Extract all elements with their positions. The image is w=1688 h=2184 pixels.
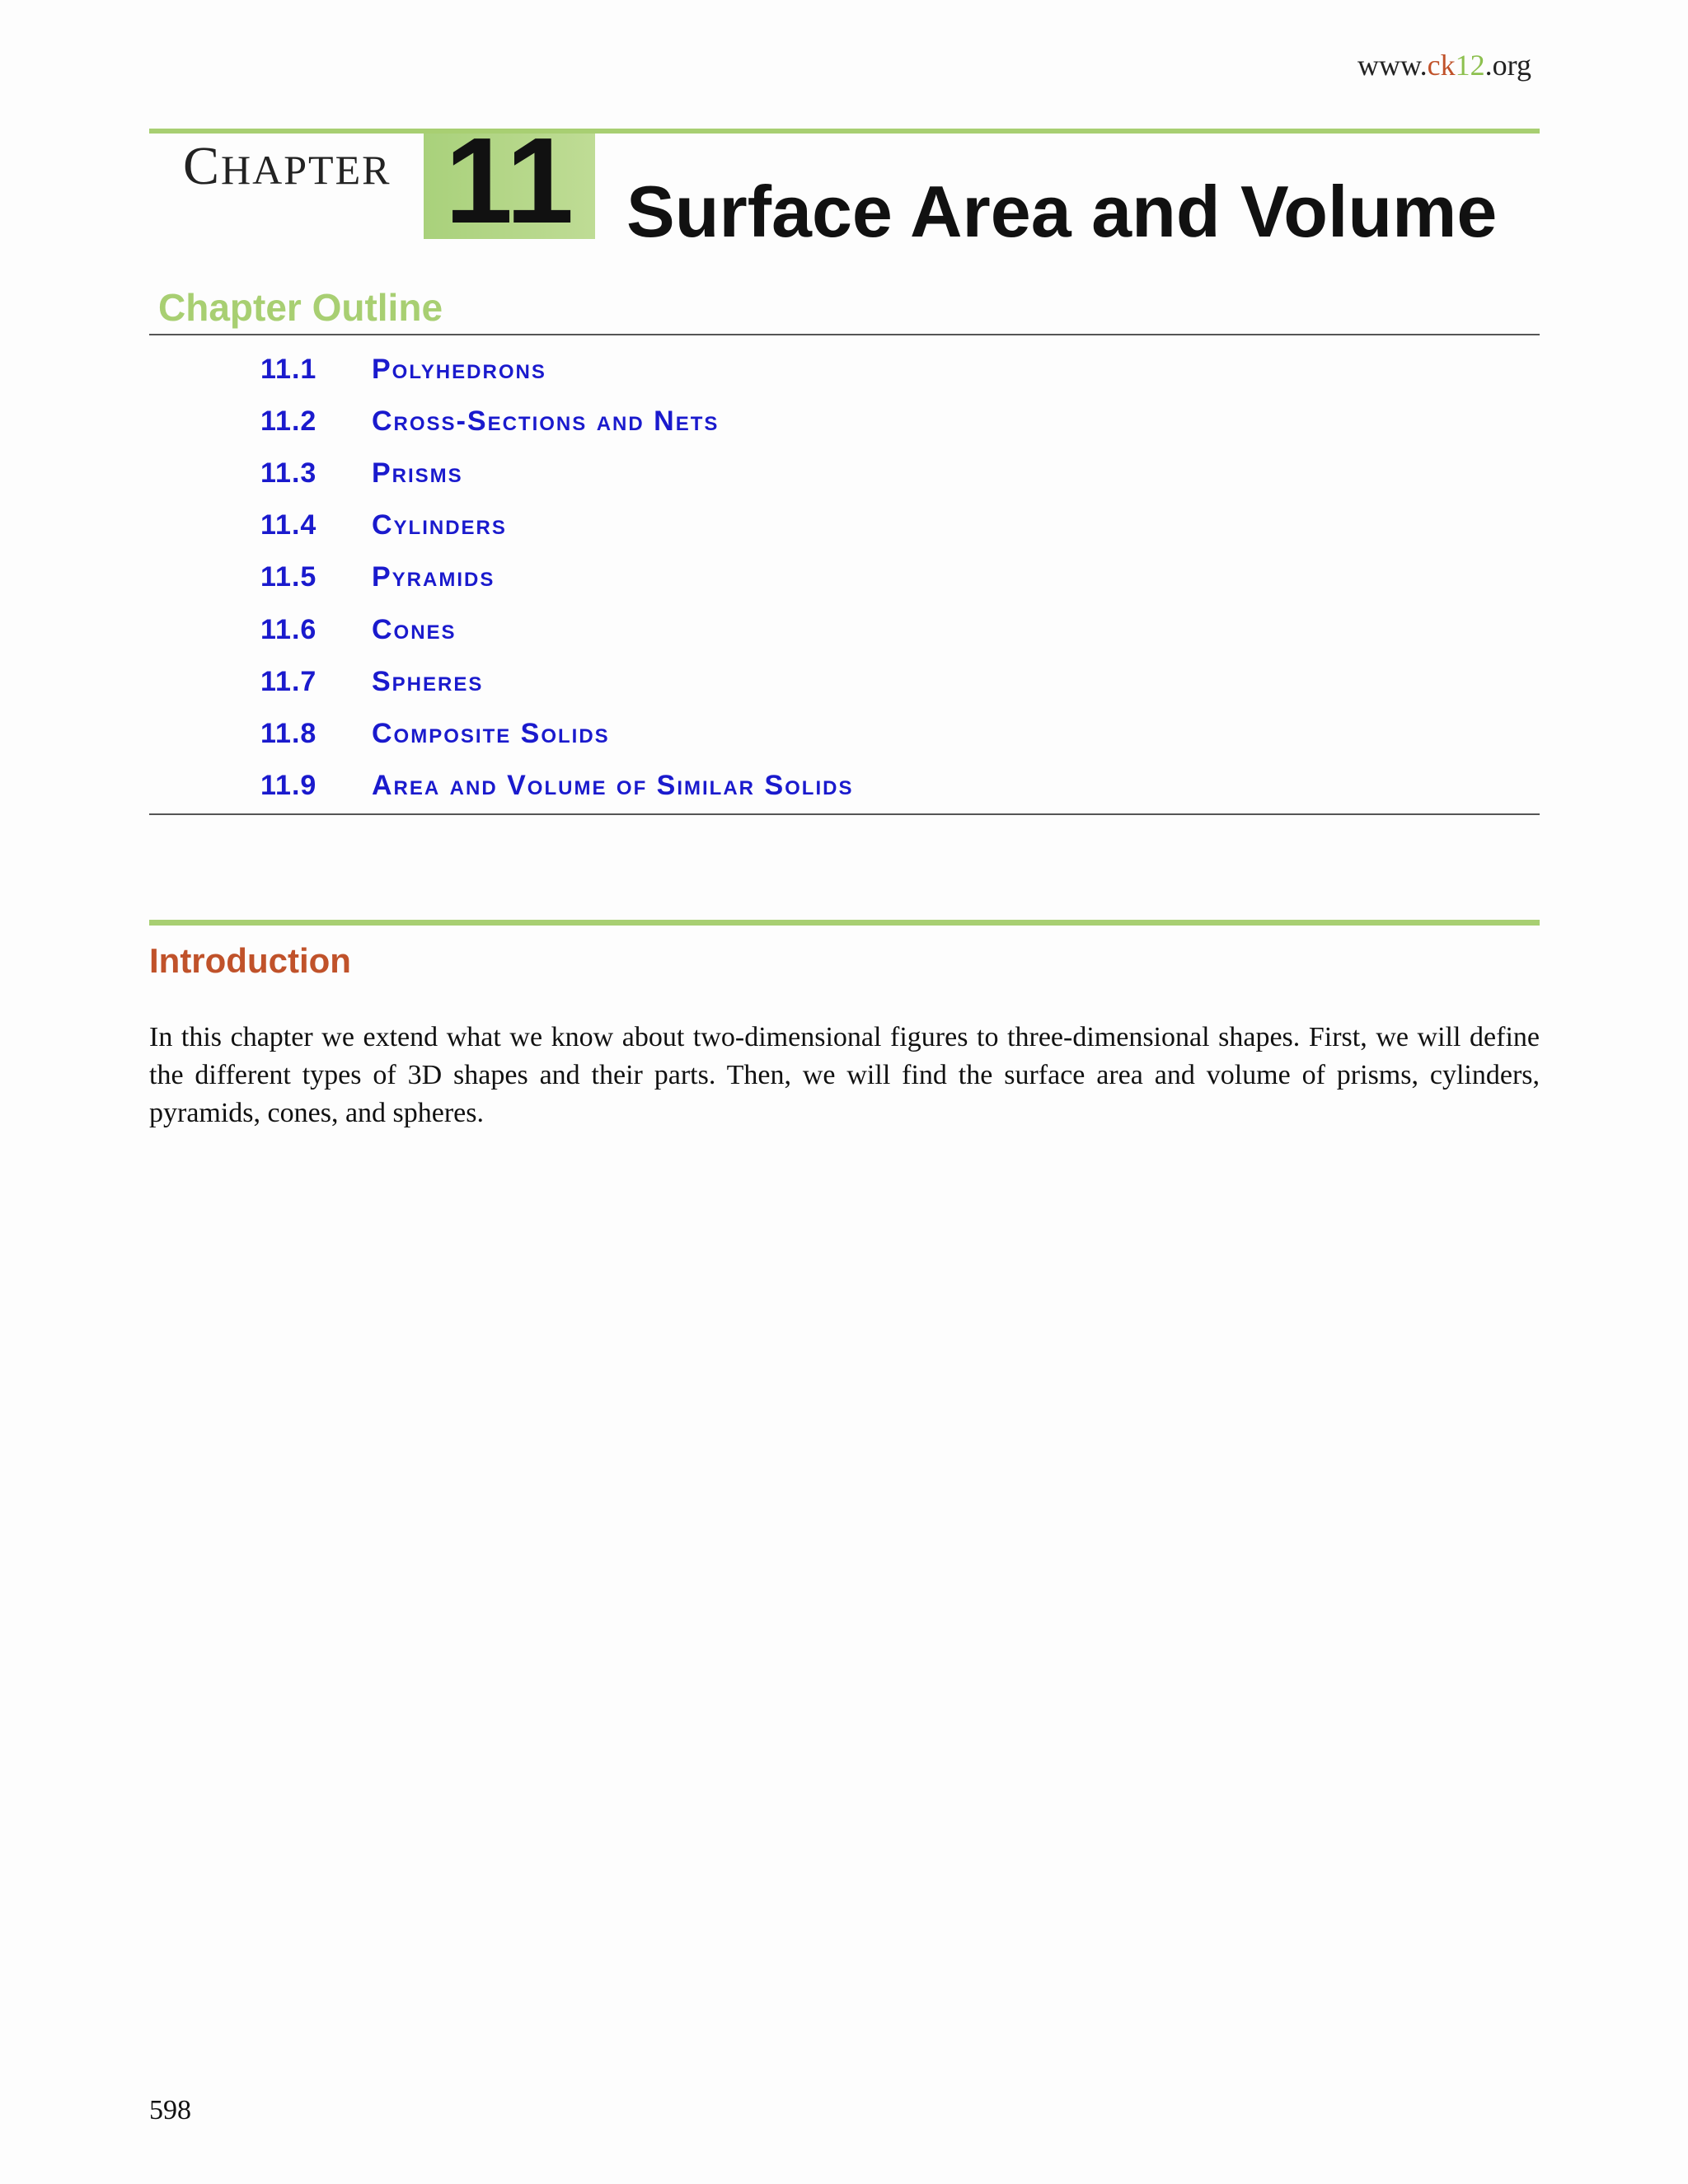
chapter-title: Surface Area and Volume <box>626 171 1498 252</box>
outline-item-title[interactable]: Composite Solids <box>372 717 610 749</box>
outline-item-title[interactable]: Spheres <box>372 665 484 697</box>
chapter-label-initial: C <box>183 136 222 196</box>
chapter-number: 11 <box>444 113 574 249</box>
chapter-label <box>183 135 392 198</box>
outline-item[interactable] <box>260 762 853 811</box>
outline-item-number: 11.2 <box>260 405 317 437</box>
outline-item-title[interactable]: Cylinders <box>372 509 507 541</box>
page-number: 598 <box>149 2095 191 2125</box>
outline-item-title[interactable]: Pyramids <box>372 561 495 593</box>
outline-item-number: 11.8 <box>260 717 317 749</box>
outline-bottom-rule <box>149 813 1540 815</box>
outline-item-number: 11.3 <box>260 457 317 489</box>
outline-item[interactable] <box>260 344 546 394</box>
outline-item-title[interactable]: Cross-Sections and Nets <box>372 405 720 437</box>
outline-item-number: 11.5 <box>260 561 317 593</box>
outline-item-title[interactable]: Polyhedrons <box>372 353 546 385</box>
url-prefix: www. <box>1357 49 1428 82</box>
chapter-top-rule <box>149 129 1540 134</box>
site-url <box>1357 48 1531 82</box>
outline-item[interactable] <box>260 605 457 654</box>
outline-item-number: 11.6 <box>260 613 317 645</box>
intro-paragraph: In this chapter we extend what we know about two-dimensional figures to three-dimensional shapes. First, we will define the different types of 3D shapes and their parts. Then, we will find the surface area and volume of prisms, cylinders, pyramids, cones, and spheres. <box>149 1022 1540 1128</box>
intro-heading: Introduction <box>149 941 351 980</box>
outline-item-number: 11.4 <box>260 509 317 541</box>
outline-heading: Chapter Outline <box>158 286 443 329</box>
outline-item-title[interactable]: Area and Volume of Similar Solids <box>372 770 854 802</box>
outline-item[interactable] <box>260 553 495 602</box>
outline-top-rule <box>149 334 1540 335</box>
intro-rule <box>149 920 1540 926</box>
outline-item[interactable] <box>260 396 719 446</box>
outline-item-title[interactable]: Prisms <box>372 457 463 489</box>
chapter-label-rest: HAPTER <box>221 147 392 193</box>
outline-item-title[interactable]: Cones <box>372 613 457 645</box>
outline-item-number: 11.7 <box>260 665 317 697</box>
outline-item[interactable] <box>260 501 507 551</box>
outline-item[interactable] <box>260 709 610 758</box>
url-num: 12 <box>1455 49 1485 82</box>
url-suffix: .org <box>1484 49 1531 82</box>
outline-item[interactable] <box>260 448 463 498</box>
url-ck: ck <box>1427 49 1456 82</box>
outline-item[interactable] <box>260 657 483 706</box>
outline-item-number: 11.9 <box>260 770 317 802</box>
outline-item-number: 11.1 <box>260 353 317 385</box>
